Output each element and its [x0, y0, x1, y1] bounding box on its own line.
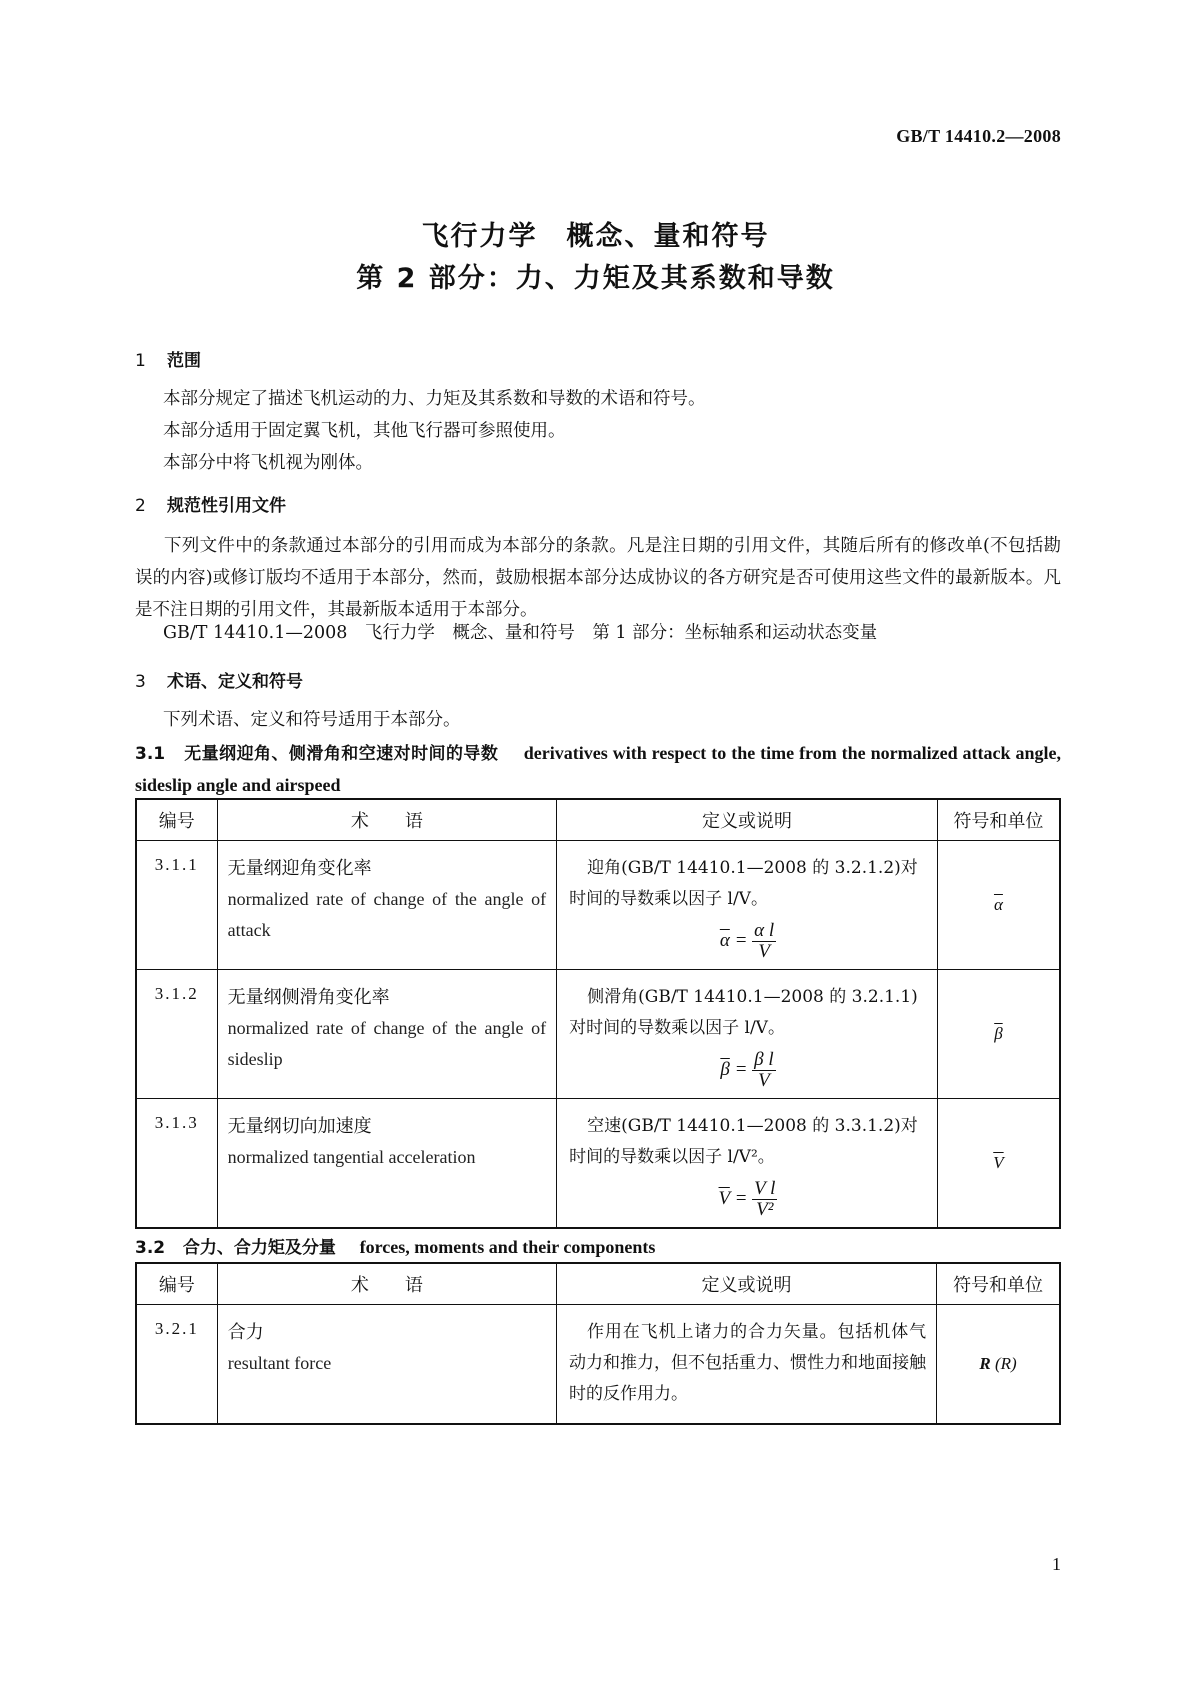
term-cell: [217, 1099, 557, 1228]
definition-text: 侧滑角(GB/T 14410.1—2008 的 3.2.1.1)对时间的导数乘以因子 l/V。: [569, 987, 918, 1038]
formula-numerator: β l: [754, 1049, 774, 1070]
subsection-3-2-heading: [135, 1233, 655, 1258]
formula-fraction: [752, 921, 776, 962]
definition-cell: [557, 970, 938, 1099]
formula-lhs: $\overline{\alpha}$: [719, 929, 730, 951]
section-2-paragraph: 下列文件中的条款通过本部分的引用而成为本部分的条款。凡是注日期的引用文件，其随后所有的修改单(不包括勘误的内容)或修订版均不适用于本部分，然而，鼓励根据本部分达成协议的各方研究是否可使用这些文件的最新版本。凡是不注日期的引用文件，其最新版本适用于本部分。: [135, 536, 1061, 620]
symbol: $\overline{\beta}$: [994, 1024, 1003, 1043]
section-3-paragraph: 下列术语、定义和符号适用于本部分。: [163, 710, 461, 730]
definition-text: 迎角(GB/T 14410.1—2008 的 3.2.1.2)对时间的导数乘以因子 l/V。: [569, 858, 918, 909]
formula-denominator: V: [758, 941, 770, 962]
table-row: [136, 841, 1060, 970]
definition-text: 空速(GB/T 14410.1—2008 的 3.3.1.2)对时间的导数乘以因子 l/V²。: [569, 1116, 918, 1167]
term-cell: [217, 841, 557, 970]
subsection-title-en: forces, moments and their components: [359, 1237, 656, 1257]
symbol-cell: [937, 1099, 1060, 1228]
formula: $\overline{V}$ = $\frac{\text{V l}}{\text{V²}}$: [718, 1178, 776, 1220]
section-number: 1: [135, 351, 146, 371]
formula-denominator: V: [758, 1070, 770, 1091]
formula-fraction: [752, 1179, 777, 1220]
section-title: 范围: [167, 351, 201, 371]
terms-table-2: [135, 1262, 1061, 1425]
formula-numerator: α l: [754, 920, 775, 941]
paragraph: 本部分适用于固定翼飞机，其他飞行器可参照使用。: [163, 421, 566, 441]
subsection-number: 3.1: [135, 744, 166, 764]
formula: $\overline{\alpha}$ = $\frac{\text{α l}}{V}$: [719, 920, 775, 962]
subsection-title-zh: 无量纲迎角、侧滑角和空速对时间的导数: [184, 744, 499, 764]
subsection-title-en: derivatives with respect to the time from the normalized attack angle, sideslip angle and airspeed: [135, 743, 1061, 795]
paragraph: 本部分规定了描述飞机运动的力、力矩及其系数和导数的术语和符号。: [163, 389, 706, 409]
subsection-3-1-heading: [135, 738, 1061, 802]
subsection-title-zh: 合力、合力矩及分量: [182, 1238, 336, 1258]
formula-lhs: $\overline{\beta}$: [720, 1058, 730, 1080]
section-2-heading: [135, 491, 286, 516]
section-number: 2: [135, 496, 146, 516]
section-1-heading: [135, 346, 201, 371]
column-header-number: 编号: [136, 799, 217, 841]
paragraph: 本部分中将飞机视为刚体。: [163, 453, 373, 473]
subsection-number: 3.2: [135, 1238, 166, 1258]
formula: $\overline{\beta}$ = $\frac{\text{β l}}{V}$: [720, 1049, 774, 1091]
table-row: [136, 970, 1060, 1099]
term-number: 3.1.1: [136, 841, 217, 970]
title-line-2: 第 2 部分：力、力矩及其系数和导数: [356, 263, 835, 294]
table-header-row: [136, 799, 1060, 841]
terms-table-1: [135, 798, 1061, 1229]
term-en: resultant force: [227, 1353, 332, 1373]
column-header-number: 编号: [136, 1263, 217, 1305]
term-number: 3.2.1: [136, 1305, 217, 1424]
term-zh: 合力: [227, 1322, 264, 1343]
symbol: $\overline{\alpha}$: [993, 895, 1003, 914]
title-line-1: 飞行力学 概念、量和符号: [421, 221, 770, 252]
term-en: normalized tangential acceleration: [227, 1147, 476, 1167]
term-en: normalized rate of change of the angle of sideslip: [227, 1018, 547, 1069]
column-header-term: 术 语: [217, 799, 557, 841]
formula-denominator: V²: [756, 1199, 774, 1220]
formula-lhs: $\overline{V}$: [718, 1187, 730, 1209]
section-title: 规范性引用文件: [167, 496, 286, 516]
definition-cell: [557, 1099, 938, 1228]
symbol-bold: R: [979, 1353, 991, 1373]
symbol-cell: [937, 1305, 1060, 1424]
term-en: normalized rate of change of the angle of attack: [227, 889, 547, 940]
normative-reference: GB/T 14410.1—2008 飞行力学 概念、量和符号 第 1 部分：坐标轴系和运动状态变量: [163, 623, 878, 643]
section-3-heading: [135, 667, 303, 692]
column-header-definition: 定义或说明: [557, 799, 938, 841]
definition-cell: [556, 1305, 936, 1424]
table-row: [136, 1099, 1060, 1228]
standard-number: GB/T 14410.2—2008: [896, 126, 1061, 146]
definition-cell: [557, 841, 938, 970]
table-row: [136, 1305, 1060, 1424]
section-title: 术语、定义和符号: [167, 672, 303, 692]
term-cell: [217, 970, 557, 1099]
term-zh: 无量纲侧滑角变化率: [227, 987, 390, 1008]
symbol-vector: (R): [995, 1353, 1017, 1373]
formula-numerator: V l: [754, 1178, 776, 1199]
term-zh: 无量纲迎角变化率: [227, 858, 372, 879]
column-header-symbol: 符号和单位: [937, 799, 1060, 841]
term-number: 3.1.2: [136, 970, 217, 1099]
symbol-cell: [937, 841, 1060, 970]
term-number: 3.1.3: [136, 1099, 217, 1228]
column-header-symbol: 符号和单位: [937, 1263, 1060, 1305]
term-zh: 无量纲切向加速度: [227, 1116, 372, 1137]
table-header-row: [136, 1263, 1060, 1305]
symbol-cell: [937, 970, 1060, 1099]
section-1-body: [163, 383, 1063, 479]
column-header-term: 术 语: [217, 1263, 556, 1305]
term-cell: [217, 1305, 556, 1424]
definition-text: 作用在飞机上诸力的合力矢量。包括机体气动力和推力，但不包括重力、惯性力和地面接触时的反作用力。: [568, 1322, 927, 1404]
column-header-definition: 定义或说明: [556, 1263, 936, 1305]
symbol: $\overline{V}$: [993, 1152, 1004, 1172]
formula-fraction: [752, 1050, 776, 1091]
page-number: 1: [1052, 1554, 1061, 1574]
section-number: 3: [135, 672, 146, 692]
